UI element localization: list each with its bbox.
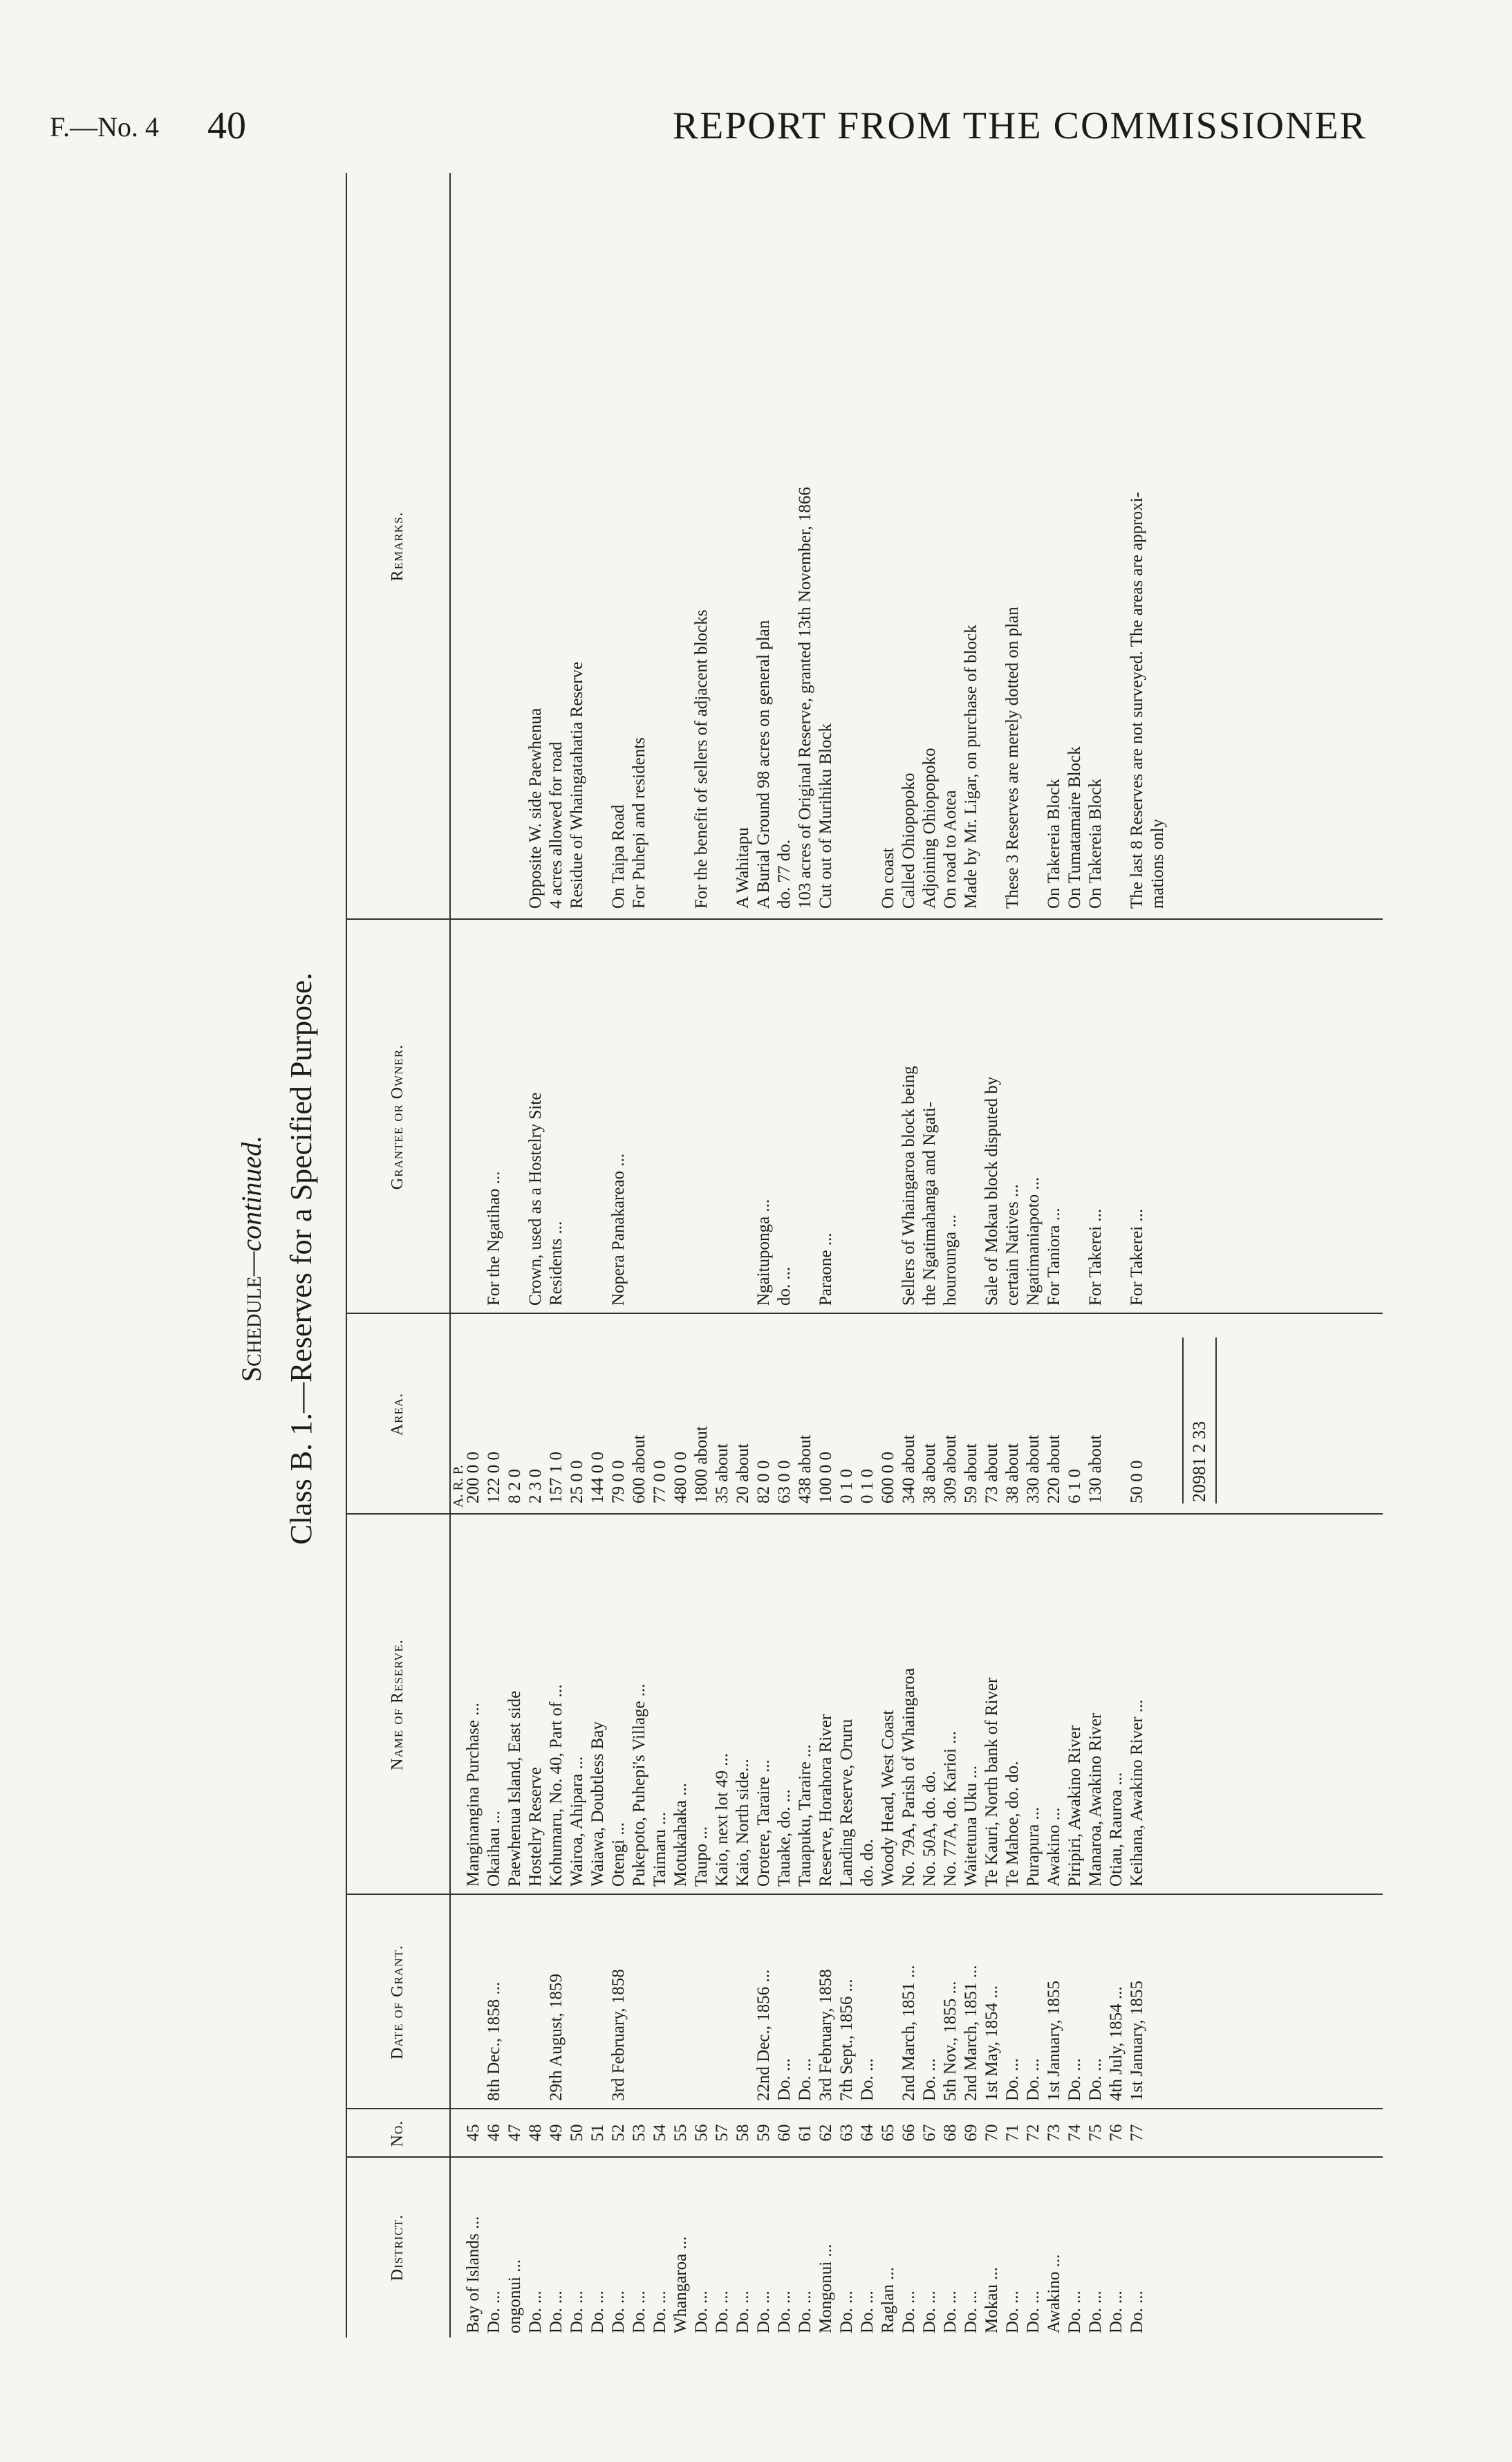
table-row xyxy=(567,173,588,2338)
cell-reserve-name: Waitetuna Uku ... xyxy=(962,1765,980,1887)
cell-grantee: Ngaituponga ... xyxy=(754,1198,773,1306)
cell-no: 76 xyxy=(1107,2124,1126,2142)
cell-remarks: On coast xyxy=(879,847,897,909)
table-row xyxy=(899,173,920,2338)
cell-grantee: Nopera Panakareao ... xyxy=(609,1153,628,1306)
cell-remarks: For Puhepi and residents xyxy=(630,737,648,909)
cell-area: 82 0 0 xyxy=(754,1460,773,1503)
cell-remarks: Residue of Whaingatahatia Reserve xyxy=(568,661,586,909)
total-rule xyxy=(1215,1338,1217,1503)
cell-date: 7th Sept., 1856 ... xyxy=(837,1979,856,2101)
cell-grantee: For Takerei ... xyxy=(1086,1208,1105,1306)
cell-district: Do. ... xyxy=(1065,2290,1084,2333)
cell-grantee: the Ngatimahanga and Ngati- xyxy=(920,1101,939,1306)
cell-reserve-name: Purapura ... xyxy=(1024,1806,1043,1887)
cell-date: 1st May, 1854 ... xyxy=(982,1985,1001,2101)
cell-remarks: Cut out of Murihiku Block xyxy=(816,723,835,909)
col-header-name: Name of Reserve. xyxy=(389,1639,407,1770)
cell-date: Do. ... xyxy=(796,2058,814,2101)
cell-area: 220 about xyxy=(1045,1434,1063,1503)
schedule-label: Schedule xyxy=(236,1276,267,1382)
cell-date: 29th August, 1859 xyxy=(547,1973,566,2101)
cell-district: Do. ... xyxy=(630,2290,648,2333)
col-header-no: No. xyxy=(389,2120,407,2147)
table-row xyxy=(982,173,1002,2338)
cell-reserve-name: Manaroa, Awakino River xyxy=(1086,1712,1105,1887)
cell-district: Do. ... xyxy=(796,2290,814,2333)
cell-grantee: For Takerei ... xyxy=(1128,1208,1146,1306)
table-row xyxy=(1023,173,1044,2338)
cell-remarks: Made by Mr. Ligar, on purchase of block xyxy=(962,624,980,909)
cell-no: 46 xyxy=(485,2124,503,2142)
cell-no: 47 xyxy=(505,2124,524,2142)
cell-reserve-name: Hostelry Reserve xyxy=(526,1767,545,1887)
cell-no: 62 xyxy=(816,2124,835,2142)
cell-district: Bay of Islands ... xyxy=(464,2216,483,2333)
cell-date: 8th Dec., 1858 ... xyxy=(485,1981,503,2101)
cell-district: Do. ... xyxy=(588,2290,607,2333)
cell-district: Mongonui ... xyxy=(816,2243,835,2333)
cell-district: Do. ... xyxy=(609,2290,628,2333)
cell-area: 309 about xyxy=(941,1434,960,1503)
cell-grantee: Sale of Mokau block disputed by xyxy=(982,1076,1001,1306)
cell-district: Do. ... xyxy=(837,2290,856,2333)
cell-no: 55 xyxy=(671,2124,690,2142)
col-header-area: Area. xyxy=(389,1392,407,1436)
cell-date: 1st January, 1855 xyxy=(1128,1980,1146,2101)
cell-reserve-name: Kaio, North side... xyxy=(734,1759,752,1887)
cell-area: 200 0 0 xyxy=(464,1452,483,1503)
cell-district: ongonui ... xyxy=(505,2259,524,2333)
cell-date: 1st January, 1855 xyxy=(1045,1980,1063,2101)
cell-no: 63 xyxy=(837,2124,856,2142)
cell-date: 5th Nov., 1855 ... xyxy=(941,1981,960,2101)
cell-remarks: A Burial Ground 98 acres on general plan xyxy=(754,620,773,909)
cell-remarks: The last 8 Reserves are not surveyed. The areas are approxi- xyxy=(1128,492,1146,909)
cell-remarks: 103 acres of Original Reserve, granted 13th November, 1866 xyxy=(796,487,814,909)
header-rule xyxy=(449,173,451,2338)
cell-no: 56 xyxy=(692,2124,711,2142)
cell-area: 157 1 0 xyxy=(547,1452,566,1503)
schedule-continued: —continued. xyxy=(236,1135,267,1277)
area-units: A. R. P. xyxy=(451,1465,466,1508)
cell-area: 600 about xyxy=(630,1434,648,1503)
cell-no: 74 xyxy=(1065,2124,1084,2142)
col-header-date: Date of Grant. xyxy=(389,1945,407,2060)
cell-area: 2 3 0 xyxy=(526,1469,545,1503)
table-row xyxy=(546,173,567,2338)
cell-no: 77 xyxy=(1128,2124,1146,2142)
cell-date: 2nd March, 1851 ... xyxy=(962,1965,980,2101)
table-row xyxy=(650,173,671,2338)
cell-no: 70 xyxy=(982,2124,1001,2142)
cell-area: 130 about xyxy=(1086,1434,1105,1503)
cell-grantee: For the Ngatihao ... xyxy=(485,1171,503,1306)
cell-district: Do. ... xyxy=(1086,2290,1105,2333)
cell-no: 51 xyxy=(588,2124,607,2142)
cell-district: Awakino ... xyxy=(1045,2254,1063,2333)
cell-district: Do. ... xyxy=(920,2290,939,2333)
cell-reserve-name: Taupo ... xyxy=(692,1826,711,1887)
cell-no: 48 xyxy=(526,2124,545,2142)
table-row xyxy=(920,173,940,2338)
cell-reserve-name: No. 50A, do. do. xyxy=(920,1770,939,1887)
table-row xyxy=(1044,173,1065,2338)
cell-grantee: certain Natives ... xyxy=(1003,1184,1022,1306)
table-body xyxy=(463,173,1168,2338)
cell-area: 6 1 0 xyxy=(1065,1469,1084,1503)
table-row xyxy=(525,173,546,2338)
cell-district: Raglan ... xyxy=(879,2267,897,2333)
cell-reserve-name: Taimaru ... xyxy=(651,1812,669,1887)
cell-no: 45 xyxy=(464,2124,483,2142)
table-row xyxy=(505,173,525,2338)
cell-area: 20 about xyxy=(734,1443,752,1503)
cell-area: 38 about xyxy=(920,1443,939,1503)
cell-reserve-name: Woody Head, West Coast xyxy=(879,1710,897,1887)
cell-reserve-name: Okaihau ... xyxy=(485,1811,503,1887)
cell-district: Do. ... xyxy=(1003,2290,1022,2333)
cell-area: 600 0 0 xyxy=(879,1452,897,1503)
page-title: REPORT FROM THE COMMISSIONER xyxy=(672,104,1367,147)
table-row xyxy=(588,173,608,2338)
cell-no: 69 xyxy=(962,2124,980,2142)
cell-district: Do. ... xyxy=(485,2290,503,2333)
cell-district: Do. ... xyxy=(526,2290,545,2333)
cell-date: 3rd February, 1858 xyxy=(609,1969,628,2101)
cell-district: Mokau ... xyxy=(982,2267,1001,2333)
cell-area: 38 about xyxy=(1003,1443,1022,1503)
cell-date: 3rd February, 1858 xyxy=(816,1969,835,2101)
cell-area: 25 0 0 xyxy=(568,1460,586,1503)
cell-reserve-name: No. 79A, Parish of Whaingaroa xyxy=(899,1667,918,1887)
cell-no: 72 xyxy=(1024,2124,1043,2142)
table-row xyxy=(1148,173,1168,2338)
col-header-remarks: Remarks. xyxy=(389,511,407,582)
cell-district: Do. ... xyxy=(775,2290,794,2333)
cell-date: Do. ... xyxy=(775,2058,794,2101)
cell-reserve-name: Kohumaru, No. 40, Part of ... xyxy=(547,1684,566,1887)
table-row xyxy=(857,173,878,2338)
cell-no: 65 xyxy=(879,2124,897,2142)
table-row xyxy=(940,173,961,2338)
cell-no: 50 xyxy=(568,2124,586,2142)
cell-area: 438 about xyxy=(796,1434,814,1503)
cell-reserve-name: Te Mahoe, do. do. xyxy=(1003,1761,1022,1887)
cell-district: Do. ... xyxy=(1024,2290,1043,2333)
table-row xyxy=(1085,173,1106,2338)
cell-remarks: Opposite W. side Paewhenua xyxy=(526,707,545,909)
cell-area: 122 0 0 xyxy=(485,1452,503,1503)
cell-grantee: Sellers of Whaingaroa block being xyxy=(899,1066,918,1306)
cell-no: 73 xyxy=(1045,2124,1063,2142)
cell-date: Do. ... xyxy=(920,2058,939,2101)
cell-district: Do. ... xyxy=(941,2290,960,2333)
cell-no: 61 xyxy=(796,2124,814,2142)
table-row xyxy=(816,173,837,2338)
cell-remarks: 4 acres allowed for road xyxy=(547,741,566,909)
cell-no: 60 xyxy=(775,2124,794,2142)
cell-remarks: do. 77 do. xyxy=(775,840,794,909)
cell-district: Do. ... xyxy=(713,2290,731,2333)
table-row xyxy=(712,173,733,2338)
cell-reserve-name: Tauake, do. ... xyxy=(775,1789,794,1887)
cell-no: 68 xyxy=(941,2124,960,2142)
cell-grantee: hourounga ... xyxy=(941,1214,960,1306)
cell-no: 66 xyxy=(899,2124,918,2142)
table-row xyxy=(961,173,982,2338)
cell-reserve-name: Manginangina Purchase ... xyxy=(464,1703,483,1887)
cell-area: 340 about xyxy=(899,1434,918,1503)
cell-area: 144 0 0 xyxy=(588,1452,607,1503)
cell-district: Do. ... xyxy=(899,2290,918,2333)
schedule-caption xyxy=(235,152,268,2365)
cell-area: 50 0 0 xyxy=(1128,1460,1146,1503)
cell-reserve-name: Tauapuku, Taraire ... xyxy=(796,1744,814,1887)
cell-grantee: Ngatimaniapoto ... xyxy=(1024,1176,1043,1306)
cell-district: Do. ... xyxy=(962,2290,980,2333)
cell-no: 49 xyxy=(547,2124,566,2142)
cell-area: 63 0 0 xyxy=(775,1460,794,1503)
cell-district: Do. ... xyxy=(692,2290,711,2333)
cell-area: 8 2 0 xyxy=(505,1469,524,1503)
reserves-table xyxy=(346,173,1383,2338)
cell-area: 79 0 0 xyxy=(609,1460,628,1503)
cell-area: 330 about xyxy=(1024,1434,1043,1503)
table-row xyxy=(837,173,857,2338)
table-row xyxy=(795,173,816,2338)
cell-grantee: Paraone ... xyxy=(816,1232,835,1306)
table-row xyxy=(691,173,712,2338)
cell-district: Do. ... xyxy=(651,2290,669,2333)
table-row xyxy=(463,173,484,2338)
cell-date: 4th July, 1854 ... xyxy=(1107,1986,1126,2101)
cell-reserve-name: Otiau, Rauroa ... xyxy=(1107,1772,1126,1887)
table-row xyxy=(754,173,774,2338)
cell-no: 57 xyxy=(713,2124,731,2142)
cell-district: Do. ... xyxy=(734,2290,752,2333)
cell-reserve-name: do. do. xyxy=(858,1839,877,1887)
cell-reserve-name: Piripiri, Awakino River xyxy=(1065,1725,1084,1887)
cell-remarks: Called Ohiopopoko xyxy=(899,772,918,909)
table-row xyxy=(1127,173,1148,2338)
total-area: 20981 2 33 xyxy=(1189,1421,1209,1502)
cell-no: 64 xyxy=(858,2124,877,2142)
cell-reserve-name: Kaio, next lot 49 ... xyxy=(713,1752,731,1887)
total-rule xyxy=(1182,1338,1184,1503)
cell-area: 100 0 0 xyxy=(816,1452,835,1503)
cell-no: 71 xyxy=(1003,2124,1022,2142)
cell-no: 59 xyxy=(754,2124,773,2142)
cell-grantee: For Taniora ... xyxy=(1045,1207,1063,1306)
cell-reserve-name: Landing Reserve, Oruru xyxy=(837,1719,856,1887)
col-header-district: District. xyxy=(389,2214,407,2281)
cell-area: 77 0 0 xyxy=(651,1460,669,1503)
cell-date: Do. ... xyxy=(858,2058,877,2101)
cell-reserve-name: Waiawa, Doubtless Bay xyxy=(588,1721,607,1887)
class-title: Class B. 1.—Reserves for a Specified Purpose. xyxy=(284,972,318,1545)
cell-reserve-name: Otengi ... xyxy=(609,1822,628,1887)
cell-remarks: For the benefit of sellers of adjacent blocks xyxy=(692,609,711,909)
table-row xyxy=(484,173,505,2338)
cell-district: Whangaroa ... xyxy=(671,2236,690,2333)
cell-reserve-name: Wairoa, Ahipara ... xyxy=(568,1756,586,1887)
cell-date: Do. ... xyxy=(1065,2058,1084,2101)
report-reference: F.—No. 4 xyxy=(50,111,159,142)
cell-no: 58 xyxy=(734,2124,752,2142)
cell-date: Do. ... xyxy=(1024,2058,1043,2101)
cell-area: 73 about xyxy=(982,1443,1001,1503)
cell-area: 0 1 0 xyxy=(858,1469,877,1503)
rotated-schedule xyxy=(207,152,1452,2365)
table-row xyxy=(1065,173,1085,2338)
col-header-grantee: Grantee or Owner. xyxy=(389,1044,407,1190)
cell-date: Do. ... xyxy=(1003,2058,1022,2101)
cell-remarks: On Takereia Block xyxy=(1045,778,1063,909)
cell-area: 35 about xyxy=(713,1443,731,1503)
cell-grantee: do. ... xyxy=(775,1266,794,1306)
cell-reserve-name: No. 77A, do. Karioi ... xyxy=(941,1731,960,1887)
cell-reserve-name: Te Kauri, North bank of River xyxy=(982,1677,1001,1887)
cell-remarks: These 3 Reserves are merely dotted on plan xyxy=(1003,607,1022,909)
cell-district: Do. ... xyxy=(858,2290,877,2333)
cell-remarks: On road to Aotea xyxy=(941,790,960,909)
cell-reserve-name: Pukepoto, Puhepi's Village ... xyxy=(630,1683,648,1887)
cell-date: 22nd Dec., 1856 ... xyxy=(754,1969,773,2101)
cell-reserve-name: Motukahaka ... xyxy=(671,1783,690,1887)
cell-district: Do. ... xyxy=(547,2290,566,2333)
cell-district: Do. ... xyxy=(568,2290,586,2333)
cell-district: Do. ... xyxy=(1107,2290,1126,2333)
cell-area: 480 0 0 xyxy=(671,1452,690,1503)
cell-no: 75 xyxy=(1086,2124,1105,2142)
table-row xyxy=(878,173,899,2338)
table-row xyxy=(1106,173,1127,2338)
page-number: 40 xyxy=(207,104,246,147)
cell-remarks: A Wahitapu xyxy=(734,827,752,909)
table-row xyxy=(1002,173,1023,2338)
table-row xyxy=(774,173,795,2338)
cell-no: 54 xyxy=(651,2124,669,2142)
cell-remarks: mations only xyxy=(1148,819,1167,909)
cell-district: Do. ... xyxy=(754,2290,773,2333)
cell-reserve-name: Paewhenua Island, East side xyxy=(505,1690,524,1887)
cell-district: Do. ... xyxy=(1128,2290,1146,2333)
cell-remarks: On Taipa Road xyxy=(609,804,628,909)
cell-date: Do. ... xyxy=(1086,2058,1105,2101)
cell-reserve-name: Orotere, Taraire ... xyxy=(754,1759,773,1887)
cell-no: 67 xyxy=(920,2124,939,2142)
cell-area: 0 1 0 xyxy=(837,1469,856,1503)
cell-remarks: Adjoining Ohiopopoko xyxy=(920,748,939,909)
table-row xyxy=(629,173,650,2338)
cell-area: 1800 about xyxy=(692,1426,711,1503)
cell-no: 53 xyxy=(630,2124,648,2142)
cell-grantee: Residents ... xyxy=(547,1221,566,1306)
table-row xyxy=(671,173,691,2338)
cell-reserve-name: Keihana, Awakino River ... xyxy=(1128,1699,1146,1887)
cell-remarks: On Tumatamaire Block xyxy=(1065,746,1084,909)
table-row xyxy=(608,173,629,2338)
cell-grantee: Crown, used as a Hostelry Site xyxy=(526,1092,545,1306)
cell-reserve-name: Reserve, Horahora River xyxy=(816,1714,835,1887)
cell-reserve-name: Awakino ... xyxy=(1045,1807,1063,1887)
cell-area: 59 about xyxy=(962,1443,980,1503)
cell-date: 2nd March, 1851 ... xyxy=(899,1965,918,2101)
cell-no: 52 xyxy=(609,2124,628,2142)
table-row xyxy=(733,173,754,2338)
cell-remarks: On Takereia Block xyxy=(1086,778,1105,909)
